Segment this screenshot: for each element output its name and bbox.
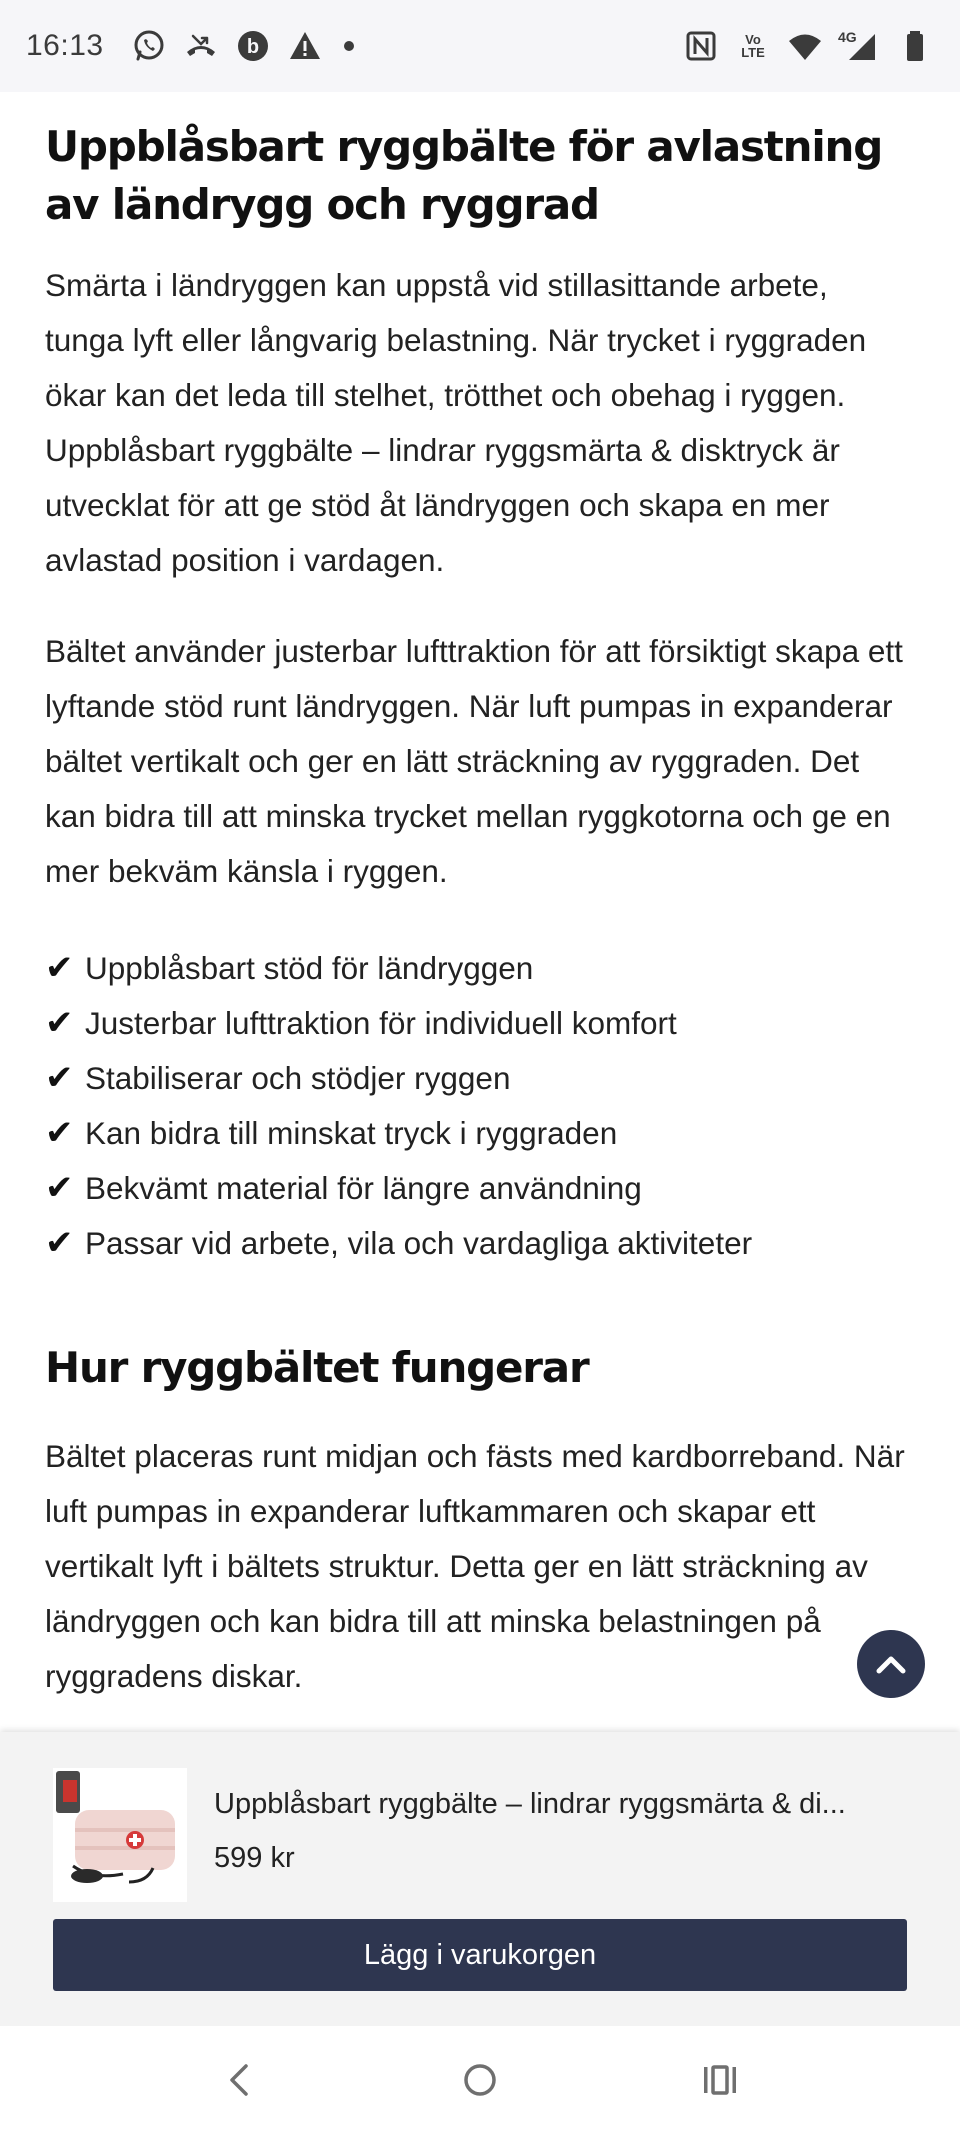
sticky-add-to-cart: [0, 1732, 960, 2026]
feature-text: Passar vid arbete, vila och vardagliga aktiviteter: [85, 1225, 753, 1261]
status-right-icons: [682, 27, 934, 65]
checkmark-icon: ✔: [45, 1058, 74, 1098]
list-item: [45, 941, 915, 996]
svg-text:b: b: [246, 36, 259, 58]
list-item: [45, 1051, 915, 1106]
status-left-icons: [130, 27, 354, 65]
notification-dot-icon: [344, 41, 354, 51]
feature-text: Uppblåsbart stöd för ländryggen: [85, 950, 534, 986]
how-it-works-paragraph: Bältet placeras runt midjan och fästs med kardborreband. När luft pumpas in expanderar luftkammaren och skapar ett vertikalt lyft i bältets struktur. Detta ger en lätt sträckning av ländryggen och kan bidra till att minska belastningen på ryggradens diskar.: [45, 1438, 905, 1694]
feature-text: Kan bidra till minskat tryck i ryggraden: [85, 1115, 618, 1151]
status-time: 16:13: [26, 29, 104, 62]
list-item: [45, 1216, 915, 1271]
product-name: Uppblåsbart ryggbälte – lindrar ryggsmärta & di...: [214, 1788, 846, 1820]
scroll-to-top-button[interactable]: [857, 1630, 925, 1698]
product-thumbnail[interactable]: [53, 1768, 187, 1902]
intro-paragraph: Smärta i ländryggen kan uppstå vid stillasittande arbete, tunga lyft eller långvarig belastning. När trycket i ryggraden ökar kan det leda till stelhet, trötthet och obehag i ryggen. Uppblåsbart ryggbälte – lindrar ryggsmärta & disktryck är utvecklat för att ge stöd åt ländryggen och skapa en mer avlastad position i vardagen.: [45, 267, 867, 578]
back-button[interactable]: [200, 2040, 280, 2120]
traction-paragraph: Bältet använder justerbar lufttraktion för att försiktigt skapa ett lyftande stöd runt ländryggen. När luft pumpas in expanderar bältet vertikalt och ger en lätt sträckning av ryggraden. Det kan bidra till att minska trycket mellan ryggkotorna och ge en mer bekväm känsla i ryggen.: [45, 633, 903, 889]
feature-text: Bekvämt material för längre användning: [85, 1170, 642, 1206]
nfc-icon: [682, 27, 720, 65]
product-description: [0, 92, 960, 1795]
recents-icon: [698, 2058, 742, 2102]
whatsapp-icon: [130, 27, 168, 65]
list-item: [45, 996, 915, 1051]
system-nav-bar: [0, 2026, 960, 2133]
checkmark-icon: ✔: [45, 948, 74, 988]
checkmark-icon: ✔: [45, 1223, 74, 1263]
checkmark-icon: ✔: [45, 1168, 74, 1208]
article-title: Uppblåsbart ryggbälte för avlastning av ländrygg och ryggrad: [45, 122, 883, 229]
network-type-label: 4G: [838, 29, 857, 45]
home-icon: [458, 2058, 502, 2102]
warning-icon: [286, 27, 324, 65]
recents-button[interactable]: [680, 2040, 760, 2120]
add-to-cart-button[interactable]: Lägg i varukorgen: [53, 1919, 907, 1991]
feature-text: Stabiliserar och stödjer ryggen: [85, 1060, 511, 1096]
status-bar: [0, 0, 960, 92]
signal-4g-icon: [838, 27, 882, 65]
list-item: [45, 1106, 915, 1161]
back-icon: [218, 2058, 262, 2102]
feature-text: Justerbar lufttraktion för individuell komfort: [85, 1005, 677, 1041]
b-app-icon: [234, 27, 272, 65]
volte-icon: Vo LTE: [741, 32, 765, 60]
feature-list: [45, 941, 915, 1271]
list-item: [45, 1161, 915, 1216]
battery-icon: [896, 27, 934, 65]
home-button[interactable]: [440, 2040, 520, 2120]
wifi-icon: [786, 27, 824, 65]
checkmark-icon: ✔: [45, 1113, 74, 1153]
product-price: 599 kr: [214, 1842, 295, 1874]
page-content[interactable]: [0, 92, 960, 1732]
checkmark-icon: ✔: [45, 1003, 74, 1043]
missed-call-icon: [182, 27, 220, 65]
section-title: Hur ryggbältet fungerar: [45, 1343, 589, 1392]
chevron-up-icon: [871, 1644, 911, 1684]
